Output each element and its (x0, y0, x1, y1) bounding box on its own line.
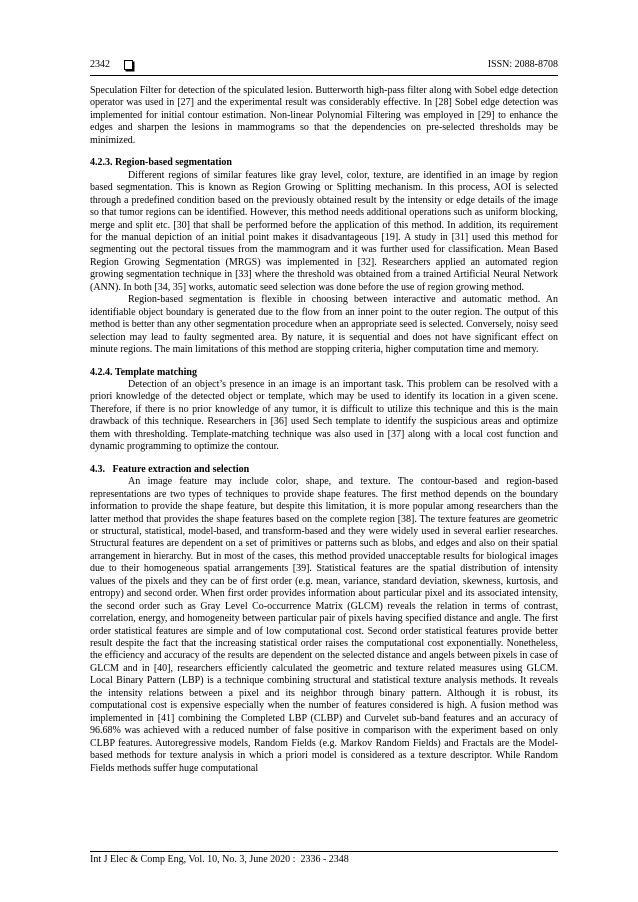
running-header (90, 59, 558, 71)
article-body (90, 85, 558, 775)
region-based-paragraph-2: Region-based segmentation is flexible in choosing between interactive and automatic method. An identifiable object boundary is generated due to the flow from an inner point to the outer region. The output of this method is better than any other segmentation procedure when an appropriate seed is selected. Conversely, noisy seed selection may lead to faulty segmented area. By nature, it is sequential and does not have significant effect on minute regions. The main limitations of this method are stopping criteria, higher computation time and memory. (90, 294, 558, 356)
section-heading-region-based-segmentation: 4.2.3. Region-based segmentation (90, 157, 232, 169)
page-number: 2342 (90, 59, 110, 70)
issn-label: ISSN: 2088-8708 (487, 59, 558, 70)
region-based-paragraph-1: Different regions of similar features like gray level, color, texture, are identified in an image by region based segmentation. This is known as Region Growing or Splitting mechanism. In this process, AOI is selected through a predefined condition based on the previously obtained result by the intensity or edge details of the image so that tumor regions can be identified. However, this method needs additional operations such as uniform blocking, merge and split etc. [30] that shall be performed before the application of this method. In addition, its requirement for the manual depiction of an initial point makes it disadvantageous [19]. A study in [31] used this method for segmenting out the pectoral tissues from the mammogram and it was further used for classification. Mean Based Region Growing Segmentation (MRGS) was implemented in [32]. Researchers applied an automated region growing segmentation technique in [33] where the threshold was obtained from a trained Artificial Neural Network (ANN). In both [34, 35] works, automatic seed selection was done before the use of region growing method. (90, 169, 558, 293)
section-heading-template-matching: 4.2.4. Template matching (90, 366, 197, 378)
square-bullet-icon (124, 60, 133, 70)
section-heading-feature-extraction: 4.3. Feature extraction and selection (90, 463, 250, 475)
header-rule (90, 75, 558, 76)
intro-paragraph: Speculation Filter for detection of the spiculated lesion. Butterworth high-pass filter along with Sobel edge detection operator was used in [27] and the experimental result was considerably effective. In [28] Sobel edge detection was implemented for initial contour estimation. Non-linear Polynomial Filtering was employed in [29] to enhance the edges and sharpen the lesions in mammograms so that the dependencies on pre-selected thresholds may be minimized. (90, 85, 558, 146)
journal-citation: Int J Elec & Comp Eng, Vol. 10, No. 3, June 2020 : 2336 - 2348 (90, 854, 349, 865)
feature-extraction-paragraph: An image feature may include color, shape, and texture. The contour-based and region-based representations are two types of techniques to provide shape features. The first method depends on the boundary information to provide the shape feature, but despite this limitation, it is more popular among researchers than the latter method that provides the shape features based on the complete region [38]. The texture features are geometric or structural, statistical, model-based, and transform-based and they were widely used in several earlier researches. Structural features are dependent on a set of primitives or patterns such as blobs, and edges and also on their spatial arrangement in hierarchy. But in most of the cases, this method provided unacceptable results for biological images due to their homogeneous spatial arrangements [39]. Statistical features are the spatial distribution of intensity values of the pixels and they can be of first order (e.g. mean, variance, standard deviation, skewness, kurtosis, and entropy) and second order. When first order provides information about particular pixel and its associated intensity, the second order such as Gray Level Co-occurrence Matrix (GLCM) reveals the relation in terms of contrast, correlation, energy, and homogeneity between particular pair of pixels having specified distance and angle. The first order statistical features are simple and of low computational cost. Second order statistical features provide better result despite the fact that the increasing statistical order raises the computational cost exponentially. Nonetheless, the efficiency and accuracy of the results are dependent on the selected distance and angels between pixels in case of GLCM and in [40], researchers efficiently calculated the geometric and texture related measures using GLCM. Local Binary Pattern (LBP) is a technique combining structural and statistical texture analysis methods. It reveals the intensity relations between a pixel and its neighbor through binary pattern. Although it is robust, its computational cost is expensive especially when the number of features considered is high. A fusion method was implemented in [41] combining the Completed LBP (CLBP) and Curvelet sub-band features and an accuracy of 96.68% was achieved with a reduced number of false positive in comparison with the experiment based on only CLBP features. Autoregressive models, Random Fields (e.g. Markov Random Fields) and Fractals are the Model-based methods for texture analysis in which a priori model is considered as a texture descriptor. While Random Fields methods suffer huge computational (90, 476, 558, 774)
template-matching-paragraph: Detection of an object’s presence in an image is an important task. This problem can be resolved with a priori knowledge of the detected object or template, which may be used to identify its location in a given scene. Therefore, if there is no prior knowledge of any tumor, it is difficult to utilize this technique and this is the main drawback of this technique. Researchers in [36] used Sech template to identify the suspicious areas and optimize them with thresholding. Template-matching technique was also used in [37] along with a local cost function and dynamic programming to optimize the contour. (90, 378, 558, 453)
footer-rule (90, 851, 558, 852)
